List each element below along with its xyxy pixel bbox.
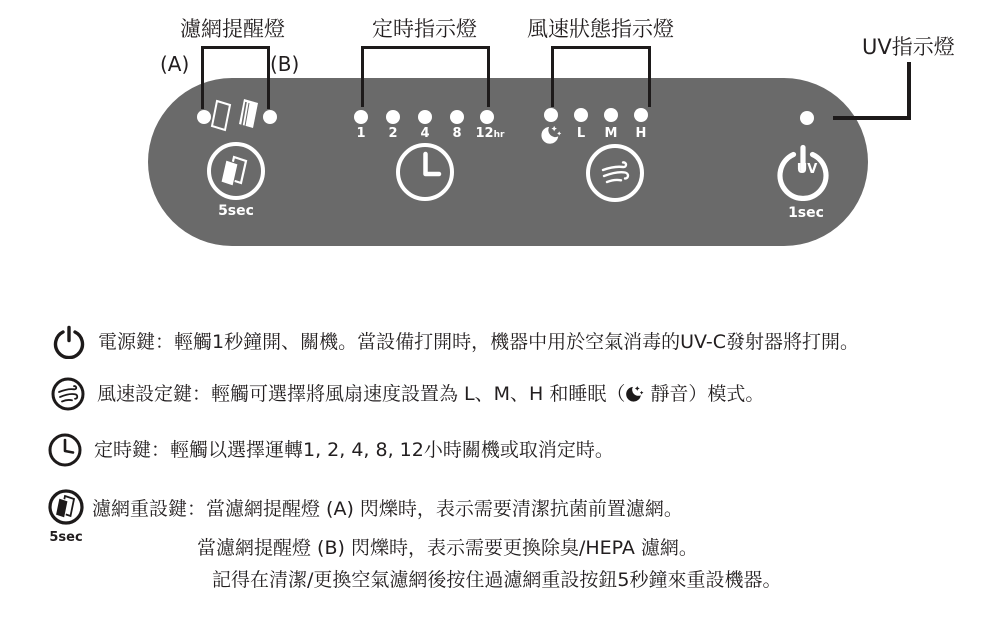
instruction-filter-hold-label: 5sec bbox=[49, 530, 83, 545]
instruction-filter-line3: 記得在清潔/更換空氣濾網後按住過濾網重設按鈕5秒鐘來重設機器。 bbox=[212, 569, 782, 591]
clock-icon bbox=[401, 148, 450, 197]
instruction-fan-text: 風速設定鍵：輕觸可選擇將風扇速度設置為 L、M、H 和睡眠（ 靜音）模式。 bbox=[97, 383, 765, 405]
callout-marker-a: (A) bbox=[160, 52, 190, 76]
moon-stars-icon bbox=[540, 125, 562, 145]
power-hold-label: 1sec bbox=[788, 205, 824, 221]
filter-pages-icon bbox=[221, 155, 251, 187]
callout-filter-label: 濾網提醒燈 bbox=[180, 17, 285, 41]
callout-uv-line bbox=[833, 62, 911, 120]
timer-light-12 bbox=[480, 110, 494, 124]
timer-tick-12: 12hr bbox=[475, 126, 505, 141]
filter-light-b bbox=[263, 110, 277, 124]
timer-tick-1: 1 bbox=[356, 126, 366, 141]
timer-tick-4: 4 bbox=[420, 126, 430, 141]
uv-label: UV bbox=[796, 162, 818, 177]
callout-uv-label: UV指示燈 bbox=[862, 35, 955, 59]
callout-fan-bracket bbox=[551, 46, 651, 107]
callout-timer-label: 定時指示燈 bbox=[372, 17, 477, 41]
filter-reset-hold-label: 5sec bbox=[218, 203, 254, 219]
fan-speed-button[interactable] bbox=[586, 144, 644, 202]
instruction-power-row bbox=[52, 325, 859, 359]
filter-pages-icon bbox=[48, 489, 84, 525]
timer-light-8 bbox=[450, 110, 464, 124]
clock-icon bbox=[48, 433, 82, 467]
instruction-timer-row bbox=[48, 433, 614, 467]
timer-light-2 bbox=[386, 110, 400, 124]
instruction-filter-icon-block bbox=[46, 489, 86, 545]
filter-light-a bbox=[197, 110, 211, 124]
wind-icon bbox=[51, 377, 85, 411]
instruction-fan-row bbox=[51, 377, 764, 411]
timer-light-4 bbox=[418, 110, 432, 124]
timer-unit-label: hr bbox=[493, 130, 505, 140]
instruction-filter-line1: 濾網重設鍵：當濾網提醒燈 (A) 閃爍時，表示需要清潔抗菌前置濾網。 bbox=[92, 498, 683, 520]
moon-stars-icon bbox=[625, 385, 644, 403]
fan-light-high bbox=[634, 108, 648, 122]
filter-reset-button[interactable] bbox=[207, 142, 265, 200]
callout-filter-bracket bbox=[201, 46, 270, 109]
fan-level-high-label: H bbox=[635, 126, 647, 141]
timer-light-1 bbox=[354, 110, 368, 124]
instruction-power-text: 電源鍵：輕觸1秒鐘開、關機。當設備打開時，機器中用於空氣消毒的UV-C發射器將打開。 bbox=[98, 331, 860, 353]
fan-level-low-label: L bbox=[576, 126, 586, 141]
callout-fan-label: 風速狀態指示燈 bbox=[527, 17, 674, 41]
instruction-filter-line2: 當濾網提醒燈 (B) 閃爍時，表示需要更換除臭/HEPA 濾網。 bbox=[197, 537, 698, 559]
callout-marker-b: (B) bbox=[270, 52, 300, 76]
power-button[interactable] bbox=[774, 143, 832, 201]
timer-button[interactable] bbox=[396, 143, 454, 201]
uv-light bbox=[800, 111, 814, 125]
callout-timer-bracket bbox=[361, 46, 490, 107]
timer-tick-2: 2 bbox=[388, 126, 398, 141]
timer-tick-8: 8 bbox=[452, 126, 462, 141]
power-icon bbox=[52, 325, 86, 359]
fan-light-low bbox=[574, 108, 588, 122]
instruction-timer-text: 定時鍵：輕觸以選擇運轉1, 2, 4, 8, 12小時關機或取消定時。 bbox=[94, 439, 614, 461]
fan-light-sleep bbox=[544, 108, 558, 122]
fan-level-medium-label: M bbox=[604, 126, 618, 141]
fan-light-medium bbox=[604, 108, 618, 122]
wind-icon bbox=[598, 156, 632, 190]
